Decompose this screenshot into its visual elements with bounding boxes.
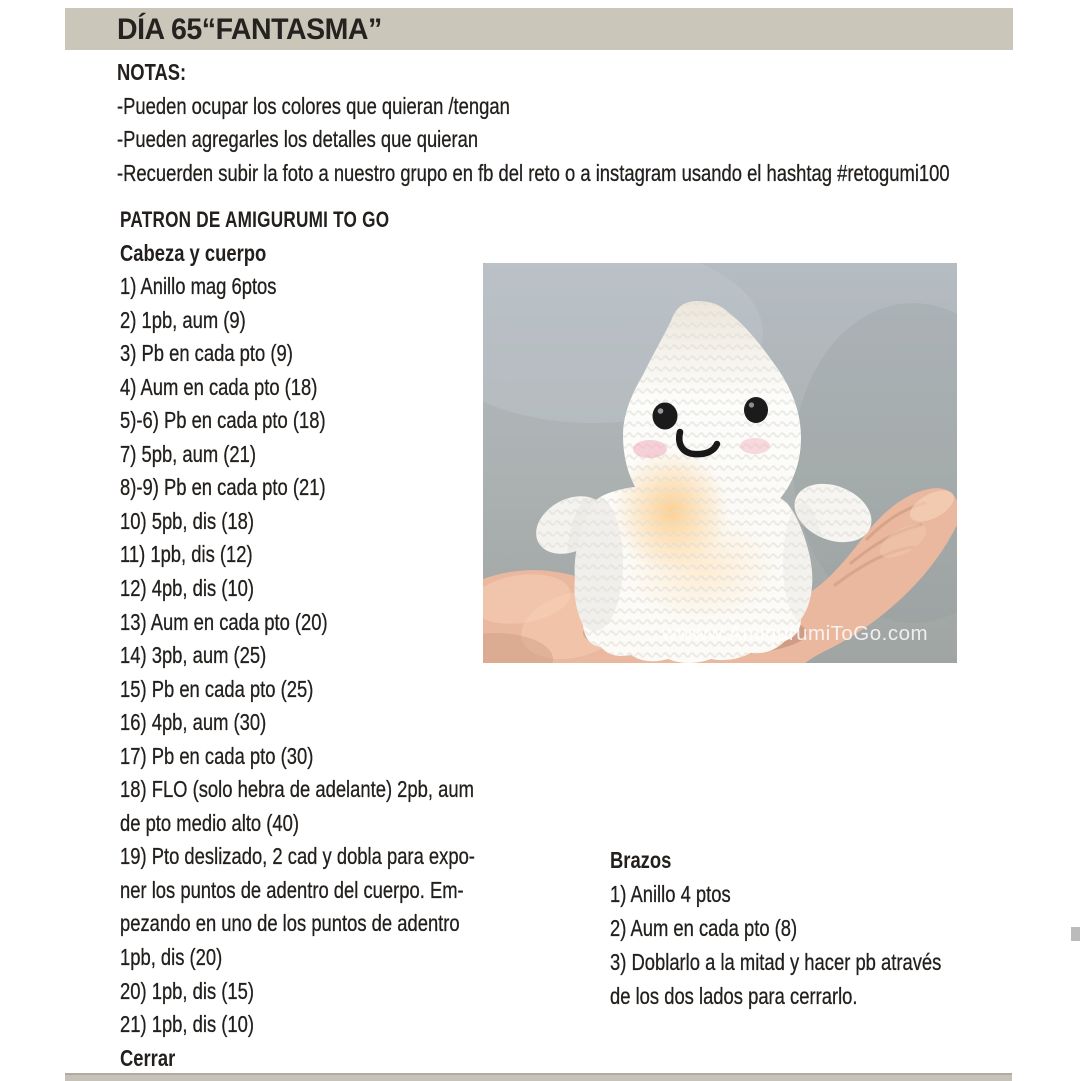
pattern-line: pezando en uno de los puntos de adentro	[120, 910, 460, 937]
pattern-line: 2) Aum en cada pto (8)	[610, 915, 798, 941]
pattern-line: 14) 3pb, aum (25)	[120, 642, 267, 669]
note-item: -Recuerden subir la foto a nuestro grupo en fb del reto o a instagram usando el hashtag #retogumi100	[117, 159, 950, 186]
section-header-bar	[65, 8, 1013, 50]
left-blush	[633, 440, 667, 458]
pattern-line: de los dos lados para cerrarlo.	[610, 983, 858, 1009]
photo-watermark: wwww.AmigurumiToGo.com	[661, 622, 929, 645]
edge-artifact	[1071, 927, 1080, 941]
pattern-line: 18) FLO (solo hebra de adelante) 2pb, aum	[120, 776, 474, 803]
notes-heading: NOTAS:	[117, 59, 187, 85]
section-heading-arms: Brazos	[610, 847, 672, 873]
notes-block	[117, 56, 1080, 190]
section-heading-close: Cerrar	[120, 1044, 176, 1071]
pattern-line: de pto medio alto (40)	[120, 809, 299, 836]
pattern-line: 5)-6) Pb en cada pto (18)	[120, 407, 326, 434]
right-blush	[740, 438, 770, 454]
pattern-line: 15) Pb en cada pto (25)	[120, 675, 314, 702]
pattern-line: 16) 4pb, aum (30)	[120, 709, 267, 736]
pattern-line: 3) Doblarlo a la mitad y hacer pb através	[610, 949, 942, 975]
pattern-line: 1) Anillo mag 6ptos	[120, 273, 277, 300]
section-heading-head-body: Cabeza y cuerpo	[120, 239, 267, 266]
note-item: -Pueden agregarles los detalles que quieran	[117, 126, 479, 152]
page-title: DÍA 65“FANTASMA”	[117, 13, 382, 46]
next-section-bar-cropped	[65, 1073, 1012, 1081]
pattern-line: ner los puntos de adentro del cuerpo. Em-	[120, 876, 464, 903]
note-item: -Pueden ocupar los colores que quieran /tengan	[117, 92, 510, 119]
pattern-line: 4) Aum en cada pto (18)	[120, 373, 318, 400]
right-eye	[744, 397, 768, 423]
pattern-line: 1pb, dis (20)	[120, 944, 223, 971]
pattern-line: 3) Pb en cada pto (9)	[120, 340, 293, 367]
pattern-line: 8)-9) Pb en cada pto (21)	[120, 474, 326, 501]
pattern-line: 11) 1pb, dis (12)	[120, 541, 253, 568]
left-eye	[653, 403, 678, 430]
pattern-line: 12) 4pb, dis (10)	[120, 575, 254, 602]
pattern-line: 19) Pto deslizado, 2 cad y dobla para expo-	[120, 843, 475, 870]
arms-section	[610, 843, 1024, 1013]
pattern-line: 13) Aum en cada pto (20)	[120, 608, 328, 635]
pattern-line: 10) 5pb, dis (18)	[120, 507, 254, 534]
pattern-line: 20) 1pb, dis (15)	[120, 977, 254, 1004]
pattern-line: 2) 1pb, aum (9)	[120, 306, 246, 333]
pattern-line: 21) 1pb, dis (10)	[120, 1011, 254, 1038]
pattern-line: 17) Pb en cada pto (30)	[120, 742, 314, 769]
brand-heading: PATRON DE AMIGURUMI TO GO	[120, 207, 390, 232]
pattern-line: 7) 5pb, aum (21)	[120, 440, 257, 467]
pattern-line: 1) Anillo 4 ptos	[610, 881, 731, 907]
ghost-photo	[483, 263, 957, 663]
